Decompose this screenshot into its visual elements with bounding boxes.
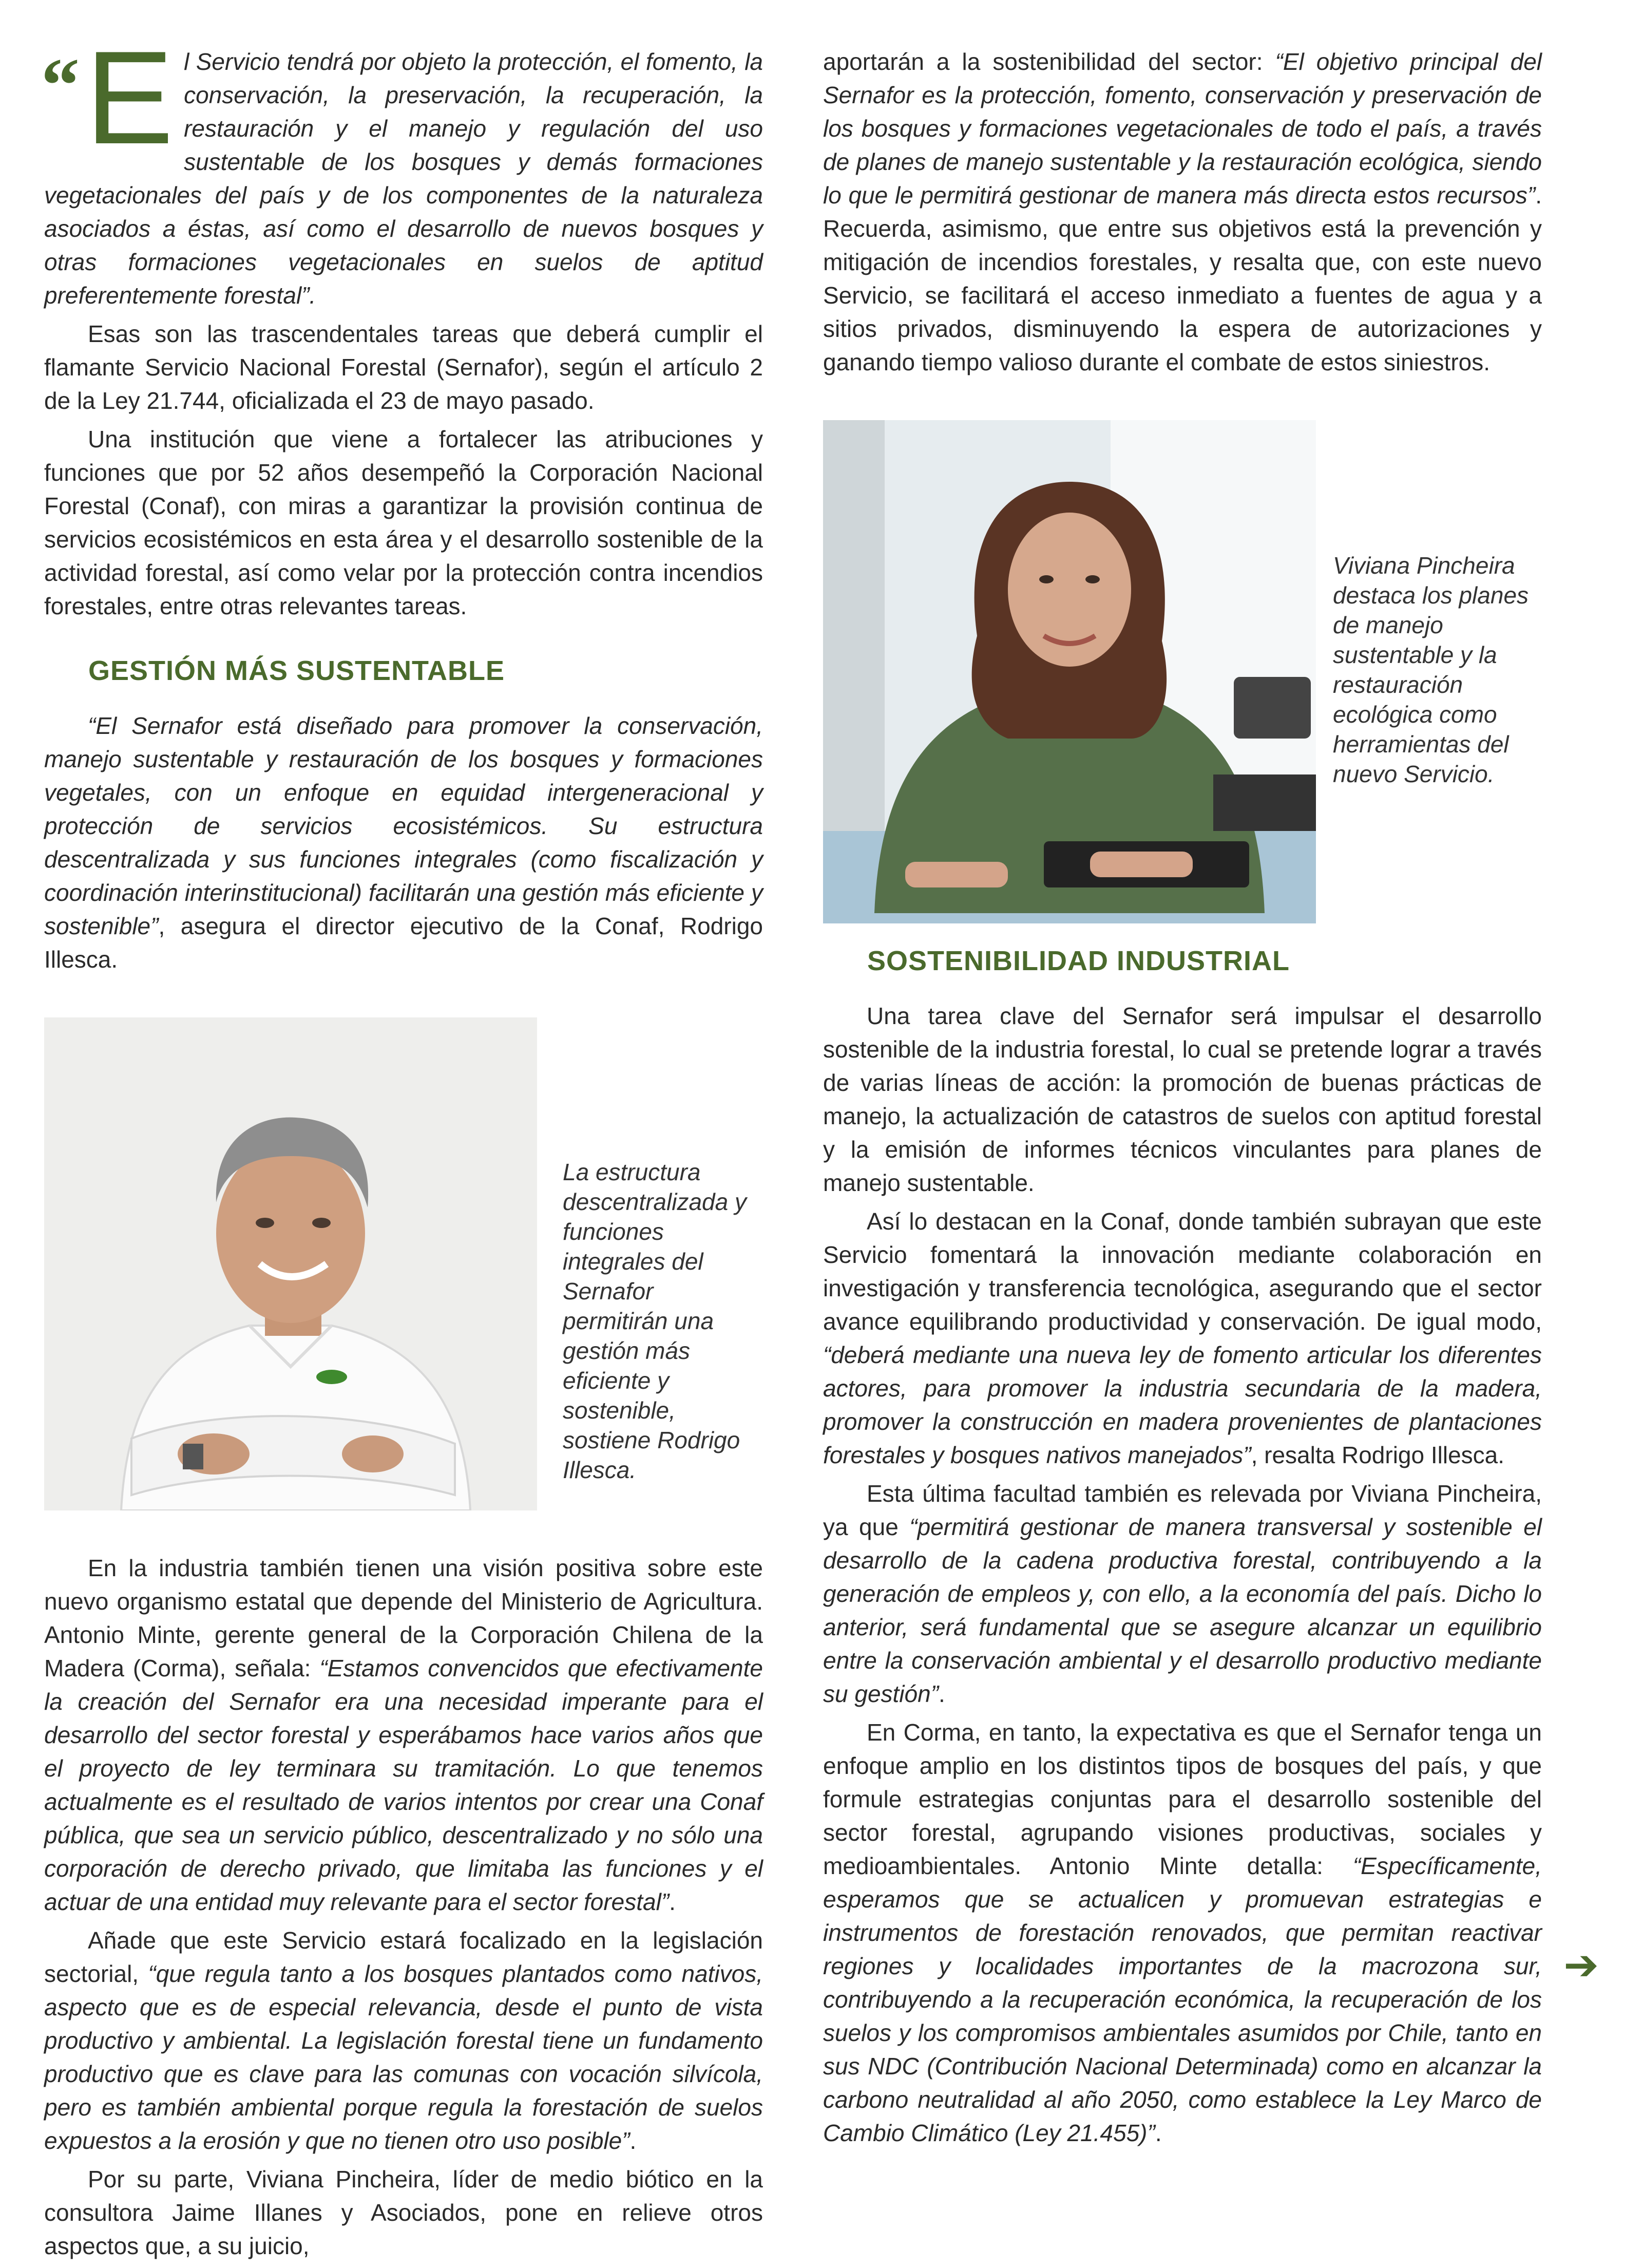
left-column	[41, 23, 763, 2268]
quote-text: “permitirá gestionar de manera transversal y sostenible el desarrollo de la cadena productiva forestal, contribuyendo a la generación de empleos y, con ello, a la economía del país. Dicho lo anterior, será fundamental que se asegure alcanzar un equilibrio entre la conservación ambiental y el desarrollo productivo mediante su gestión”	[823, 1514, 1542, 1707]
paragraph-text: , resalta Rodrigo Illesca.	[1251, 1442, 1505, 1468]
paragraph: Por su parte, Viviana Pincheira, líder de medio biótico en la consultora Jaime Illanes y Asociados, pone en relieve otros aspectos que, a su juicio,	[44, 2166, 763, 2259]
paragraph-text: .	[939, 1680, 945, 1707]
quote-text: “deberá mediante una nueva ley de fomento articular los diferentes actores, para promover la industria secundaria de la madera, promover la construcción en madera provenientes de plantaciones forestales y bosques nativos manejados”	[823, 1341, 1542, 1468]
paragraph-text: Añade que este Servicio estará focalizado en la legislación sectorial,	[44, 1927, 763, 1987]
caption-illesca: La estructura descentralizada y funciones integrales del Sernafor permitirán una gestión más eficiente y sostenible, sostiene Rodrigo Illesca.	[563, 1159, 747, 1483]
drop-cap: E	[85, 23, 174, 172]
section-heading-sostenibilidad: SOSTENIBILIDAD INDUSTRIAL	[867, 946, 1290, 976]
quote-text: “El Sernafor está diseñado para promover la conservación, manejo sustentable y restauración de los bosques y formaciones vegetales, con un enfoque en equidad intergeneracional y protección de servicios ecosistémicos. Su estructura descentralizada y sus funciones integrales (como fiscalización y coordinación interinstitucional) facilitarán una gestión más eficiente y sostenible”	[44, 712, 763, 939]
paragraph	[823, 1205, 1542, 1472]
quote-text: “Específicamente, esperamos que se actualicen y promuevan estrategias e instrumentos de forestación renovados, que permitan reactivar regiones y localidades importantes de la macrozona sur, contribuyendo a la recuperación económica, la recuperación de los suelos y los compromisos ambientales asumidos por Chile, tanto en sus NDC (Contribución Nacional Determinada) como en alcanzar la carbono neutralidad al año 2050, como establece la Ley Marco de Cambio Climático (Ley 21.455)”	[823, 1853, 1542, 2146]
paragraph-text: Así lo destacan en la Conaf, donde también subrayan que este Servicio fomentará la innovación mediante colaboración en investigación y transferencia tecnológica, asegurando que el sector avance equilibrando productividad y conservación. De igual modo,	[823, 1208, 1542, 1335]
opening-quote-mark: “	[41, 43, 74, 128]
paragraph	[823, 1477, 1542, 1711]
paragraph: Esas son las trascendentales tareas que deberá cumplir el flamante Servicio Nacional Forestal (Sernafor), según el artículo 2 de la Ley 21.744, oficializada el 23 de mayo pasado.	[44, 320, 763, 414]
paragraph-text: .	[1155, 2120, 1162, 2146]
quote-text: “El objetivo principal del Sernafor es la protección, fomento, conservación y preservación de los bosques y formaciones vegetacionales de todo el país, a través de planes de manejo sustentable y la restauración ecológica, siendo lo que le permitirá gestionar de manera más directa estos recursos”	[823, 48, 1542, 209]
paragraph	[823, 1716, 1542, 2150]
paragraph	[44, 709, 763, 976]
paragraph-text: .	[669, 1888, 676, 1915]
paragraph	[44, 1552, 763, 1919]
arrow-right-icon[interactable]: ➔	[1563, 1942, 1599, 1989]
intro-quote: l Servicio tendrá por objeto la protección, el fomento, la conservación, la preservación, la recuperación, la restauración y el manejo y regulación del uso sustentable de los bosques y demás formaciones vegetacionales del país y de los componentes de la naturaleza asociados a éstas, así como el desarrollo de nuevos bosques y otras formaciones vegetacionales en suelos de aptitud preferentemente forestal”.	[44, 48, 763, 309]
paragraph	[44, 1924, 763, 2158]
paragraph-text: aportarán a la sostenibilidad del sector:	[823, 48, 1275, 75]
photo-illesca-row	[44, 1017, 763, 1510]
paragraph-text: , asegura el director ejecutivo de la Conaf, Rodrigo Illesca.	[44, 913, 763, 973]
paragraph-text: .	[629, 2127, 637, 2154]
quote-text: “Estamos convencidos que efectivamente la creación del Sernafor era una necesidad imperante para el desarrollo del sector forestal y esperábamos hace varios años que el proyecto de ley terminara su tramitación. Lo que tenemos actualmente es el resultado de varios intentos por crear una Conaf pública, que sea un servicio público, descentralizado y no sólo una corporación de derecho privado, que limitaba las funciones y el actuar de una entidad muy relevante para el sector forestal”	[44, 1655, 763, 1915]
paragraph	[823, 45, 1542, 379]
quote-text: “que regula tanto a los bosques plantados como nativos, aspecto que es de especial relevancia, desde el punto de vista productivo y ambiental. La legislación forestal tiene un fundamento productivo que es clave para las comunas con vocación silvícola, pero es también ambiental porque regula la forestación de suelos expuestos a la erosión y que no tienen otro uso posible”	[44, 1960, 763, 2154]
intro-block	[41, 23, 763, 312]
paragraph: Una tarea clave del Sernafor será impulsar el desarrollo sostenible de la industria forestal, lo cual se pretende lograr a través de varias líneas de acción: la promoción de buenas prácticas de manejo, la actualización de catastros de suelos con aptitud forestal y la emisión de informes técnicos vinculantes para planes de manejo sustentable.	[823, 1003, 1542, 1196]
paragraph: Una institución que viene a fortalecer las atribuciones y funciones que por 52 años desempeñó la Corporación Nacional Forestal (Conaf), con miras a garantizar la provisión continua de servicios ecosistémicos en esta área y el desarrollo sostenible de la actividad forestal, así como velar por la protección contra incendios forestales, entre otras relevantes tareas.	[44, 426, 763, 619]
caption-pincheira: Viviana Pincheira destaca los planes de manejo sustentable y la restauración ecológica como herramientas del nuevo Servicio.	[1333, 552, 1529, 787]
paragraph-text: En la industria también tienen una visión positiva sobre este nuevo organismo estatal que depende del Ministerio de Agricultura. Antonio Minte, gerente general de la Corporación Chilena de la Madera (Corma), señala:	[44, 1555, 763, 1681]
photo-rodrigo-illesca	[44, 1017, 537, 1510]
right-column	[823, 45, 1542, 2155]
photo-pincheira-row	[823, 420, 1542, 923]
photo-viviana-pincheira	[823, 420, 1316, 923]
paragraph-text: En Corma, en tanto, la expectativa es que el Sernafor tenga un enfoque amplio en los distintos tipos de bosques del país, y que formule estrategias conjuntas para el desarrollo sostenible del sector forestal, agrupando visiones productivas, sociales y medioambientales. Antonio Minte detalla:	[823, 1719, 1542, 1879]
paragraph-text: . Recuerda, asimismo, que entre sus objetivos está la prevención y mitigación de incendios forestales, y resalta que, con este nuevo Servicio, se facilitará el acceso inmediato a fuentes de agua y a sitios privados, disminuyendo la espera de autorizaciones y ganando tiempo valioso durante el combate de estos siniestros.	[823, 182, 1542, 375]
section-heading-gestion: GESTIÓN MÁS SUSTENTABLE	[88, 655, 505, 686]
paragraph-text: Esta última facultad también es relevada por Viviana Pincheira, ya que	[823, 1480, 1542, 1540]
